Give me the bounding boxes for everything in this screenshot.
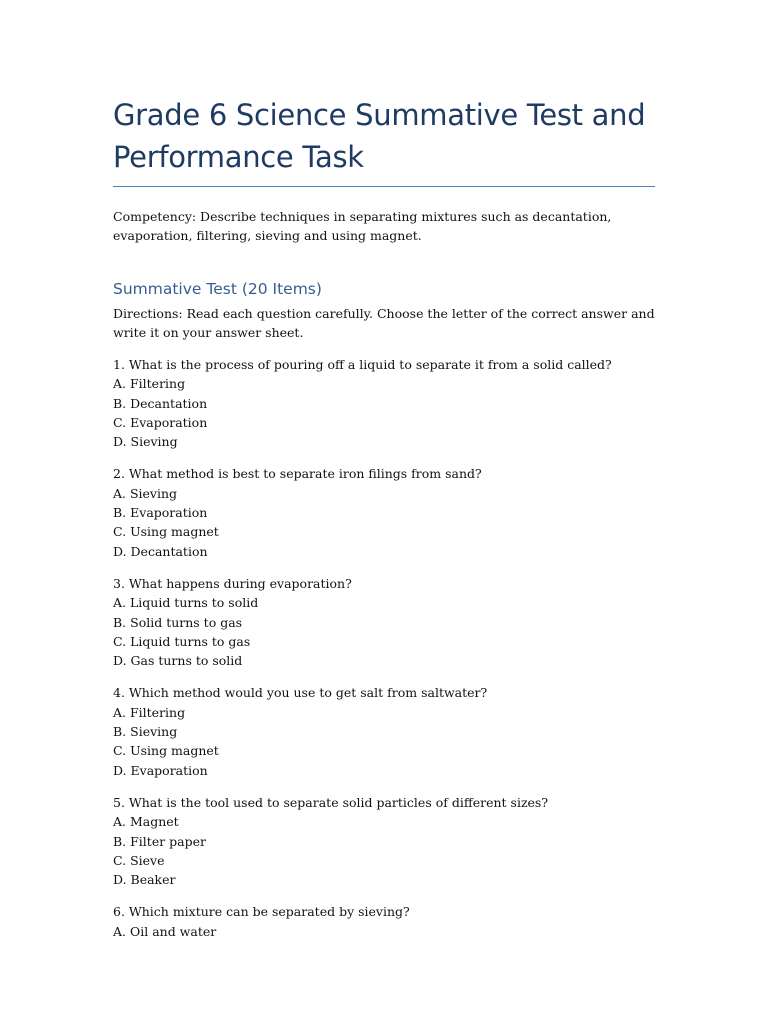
answer-option: B. Solid turns to gas xyxy=(113,614,243,630)
question-text: 5. What is the tool used to separate solid particles of different sizes? xyxy=(113,794,549,810)
answer-option: D. Evaporation xyxy=(113,762,208,778)
answer-option: A. Filtering xyxy=(113,376,186,392)
answer-option: C. Liquid turns to gas xyxy=(113,633,251,649)
question-list xyxy=(113,355,655,941)
answer-option: A. Oil and water xyxy=(113,923,217,939)
answer-option: A. Filtering xyxy=(113,704,186,720)
document-title: Grade 6 Science Summative Test and Performance Task xyxy=(113,94,655,187)
answer-option: B. Decantation xyxy=(113,395,208,411)
question-3 xyxy=(113,574,655,670)
answer-option: C. Sieve xyxy=(113,852,165,868)
question-text: 3. What happens during evaporation? xyxy=(113,575,352,591)
question-5 xyxy=(113,793,655,889)
answer-option: A. Magnet xyxy=(113,814,179,830)
question-4 xyxy=(113,683,655,779)
answer-option: B. Filter paper xyxy=(113,833,206,849)
answer-option: C. Using magnet xyxy=(113,524,219,540)
answer-option: D. Beaker xyxy=(113,872,176,888)
question-1 xyxy=(113,355,655,451)
answer-option: D. Decantation xyxy=(113,543,208,559)
answer-option: A. Sieving xyxy=(113,485,178,501)
question-text: 6. Which mixture can be separated by sieving? xyxy=(113,904,410,920)
directions-text: Directions: Read each question carefully. Choose the letter of the correct answer and write it on your answer sheet. xyxy=(113,306,655,340)
competency-text: Competency: Describe techniques in separating mixtures such as decantation, evaporation, filtering, sieving and using magnet. xyxy=(113,209,612,243)
section-heading: Summative Test (20 Items) xyxy=(113,280,322,298)
question-text: 2. What method is best to separate iron filings from sand? xyxy=(113,466,482,482)
answer-option: C. Using magnet xyxy=(113,743,219,759)
question-2 xyxy=(113,464,655,560)
answer-option: D. Gas turns to solid xyxy=(113,653,243,669)
answer-option: A. Liquid turns to solid xyxy=(113,595,259,611)
question-6 xyxy=(113,902,655,941)
question-text: 4. Which method would you use to get salt from saltwater? xyxy=(113,685,488,701)
question-text: 1. What is the process of pouring off a liquid to separate it from a solid called? xyxy=(113,357,612,372)
answer-option: C. Evaporation xyxy=(113,414,208,430)
answer-option: D. Sieving xyxy=(113,434,178,450)
answer-option: B. Evaporation xyxy=(113,505,208,521)
answer-option: B. Sieving xyxy=(113,724,178,740)
